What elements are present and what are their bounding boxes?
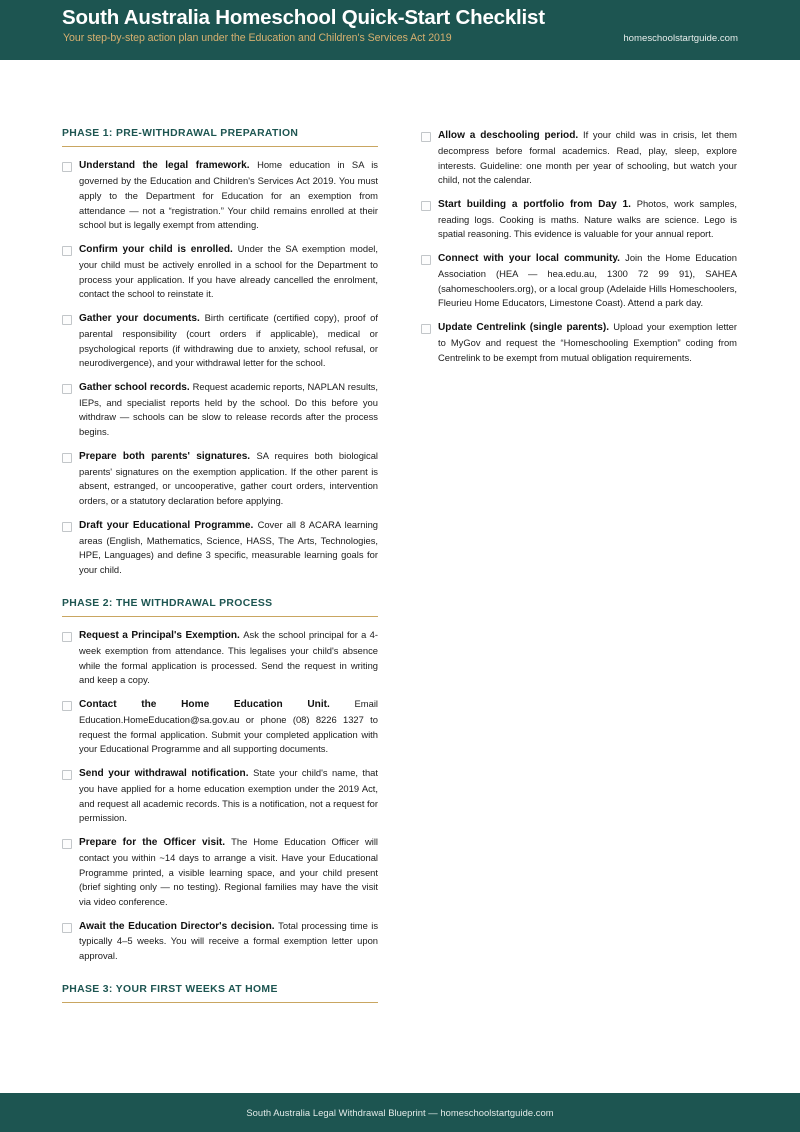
phase-3-checklist: [421, 128, 737, 365]
phase-2-heading: PHASE 2: THE WITHDRAWAL PROCESS: [62, 598, 378, 617]
checkbox-icon[interactable]: [421, 324, 431, 334]
checklist-item[interactable]: [62, 697, 378, 757]
checklist-item-body: Ask the school principal for a 4-week exemption from attendance. This legalises your child's absence while the formal application is processed. Send the request in writing and keep a copy.: [79, 629, 378, 686]
checklist-item-text: [79, 766, 378, 826]
checklist-item-lead: Contact the Home Education Unit.: [79, 699, 330, 711]
checklist-item-body: State your child's name, that you have applied for a home education exemption under the 2019 Act, and request all academic records. This is a notification, not a request for permission.: [79, 767, 378, 824]
checklist-item[interactable]: [62, 242, 378, 302]
checklist-item-text: [438, 197, 737, 242]
checklist-item-lead: Gather school records.: [79, 381, 190, 393]
checklist-item-lead: Prepare both parents' signatures.: [79, 450, 251, 462]
checklist-item-text: [79, 311, 378, 371]
right-column: [421, 128, 737, 1014]
checklist-item[interactable]: [62, 766, 378, 826]
page-header: [0, 0, 800, 60]
checklist-item-lead: Draft your Educational Programme.: [79, 519, 254, 531]
footer-text: South Australia Legal Withdrawal Blueprint — homeschoolstartguide.com: [246, 1107, 554, 1118]
checkbox-icon[interactable]: [62, 522, 72, 532]
checklist-item[interactable]: [62, 158, 378, 233]
checklist-item[interactable]: [62, 518, 378, 578]
checklist-item-body: Cover all 8 ACARA learning areas (English, Mathematics, Science, HASS, The Arts, Technologies, HPE, Languages) and define 3 specific, measurable learning goals for your child.: [79, 518, 378, 576]
checklist-item-lead: Send your withdrawal notification.: [79, 768, 249, 780]
checklist-item-text: [438, 251, 737, 311]
checklist-item-lead: Confirm your child is enrolled.: [79, 244, 233, 256]
checklist-item-body: The Home Education Officer will contact you within ~14 days to arrange a visit. Have your Educational Programme printed, a visible learning space, and your child present (brief sighting only — no testing). Regional families may have the visit via video conference.: [79, 836, 378, 907]
checklist-item-body: Home education in SA is governed by the Education and Children's Services Act 2019. You must apply to the Department for Education for an exemption from attendance — not a “registration.” Your child remains enrolled at their school but is legally exempt from attending.: [79, 159, 378, 231]
checklist-item-lead: Await the Education Director's decision.: [79, 920, 275, 932]
checklist-item[interactable]: [62, 628, 378, 688]
checklist-item-body: Upload your exemption letter to MyGov and request the “Homeschooling Exemption” coding from Centrelink to be exempt from mutual obligation requirements.: [438, 321, 737, 363]
checklist-item-text: [79, 449, 378, 509]
checklist-item-lead: Update Centrelink (single parents).: [438, 322, 610, 334]
checkbox-icon[interactable]: [62, 839, 72, 849]
checkbox-icon[interactable]: [62, 246, 72, 256]
page-title: South Australia Homeschool Quick-Start Checklist: [62, 6, 545, 29]
checklist-item-text: [79, 380, 378, 440]
checklist-item-lead: Start building a portfolio from Day 1.: [438, 198, 631, 210]
checklist-item-text: [79, 242, 378, 302]
checklist-item-body: SA requires both biological parents' signatures on the exemption application. If the other parent is absent, estranged, or uncooperative, gather court orders, intervention orders, or a statutory declaration before applying.: [79, 449, 378, 507]
two-column-layout: [62, 128, 738, 1014]
checklist-item[interactable]: [421, 197, 737, 242]
checklist-item-body: Birth certificate (certified copy), proof of parental responsibility (court orders if applicable), medical or psychological reports (if withdrawing due to anxiety, school refusal, or neurodivergence), and your withdrawal letter for the school.: [79, 312, 378, 369]
checkbox-icon[interactable]: [421, 132, 431, 142]
checklist-item[interactable]: [421, 128, 737, 188]
checklist-item[interactable]: [421, 320, 737, 365]
checklist-item-text: [438, 320, 737, 365]
checkbox-icon[interactable]: [62, 315, 72, 325]
checklist-item[interactable]: [62, 835, 378, 910]
checklist-item-lead: Request a Principal's Exemption.: [79, 630, 240, 642]
checkbox-icon[interactable]: [62, 453, 72, 463]
checklist-item-lead: Connect with your local community.: [438, 253, 620, 265]
checklist-item-text: [79, 835, 378, 910]
checklist-item[interactable]: [421, 251, 737, 311]
checkbox-icon[interactable]: [62, 384, 72, 394]
phase-2-checklist: [62, 628, 378, 964]
checklist-item-lead: Prepare for the Officer visit.: [79, 837, 226, 849]
checklist-item[interactable]: [62, 449, 378, 509]
phase-1-checklist: [62, 158, 378, 577]
phase-3-heading: PHASE 3: YOUR FIRST WEEKS AT HOME: [62, 984, 378, 1003]
checklist-item-text: [79, 158, 378, 233]
header-inner: [62, 0, 738, 60]
checklist-item-text: [79, 628, 378, 688]
checklist-item-lead: Allow a deschooling period.: [438, 130, 579, 141]
checklist-item-text: [438, 128, 737, 188]
page-subtitle: Your step-by-step action plan under the Education and Children's Services Act 2019: [63, 32, 452, 44]
page-body: [0, 60, 800, 1093]
checklist-item-body: Request academic reports, NAPLAN results, IEPs, and specialist reports held by the school. Do this before you withdraw — schools can be slow to release records after the process begins.: [79, 380, 378, 438]
checkbox-icon[interactable]: [62, 923, 72, 933]
checklist-item-body: Photos, work samples, reading logs. Cooking is maths. Nature walks are science. Lego is spatial reasoning. This evidence is valuable for your annual report.: [438, 197, 737, 240]
checklist-item[interactable]: [62, 380, 378, 440]
checklist-item-body: Total processing time is typically 4–5 weeks. You will receive a formal exemption letter upon approval.: [79, 919, 379, 962]
checkbox-icon[interactable]: [62, 701, 72, 711]
checklist-item[interactable]: [62, 919, 378, 964]
checklist-item-text: [79, 919, 378, 964]
checkbox-icon[interactable]: [421, 201, 431, 211]
checklist-item-body: Email Education.HomeEducation@sa.gov.au or phone (08) 8226 1327 to request the formal application. Submit your completed application with your Educational Programme and all supporting documents.: [79, 698, 378, 755]
checkbox-icon[interactable]: [62, 162, 72, 172]
page-footer: [0, 1093, 800, 1132]
checklist-item-lead: Gather your documents.: [79, 313, 200, 325]
checklist-item-body: If your child was in crisis, let them decompress before formal academics. Read, play, sleep, explore interests. Guideline: one month per year of schooling, but watch your child, not the calendar.: [438, 129, 737, 186]
checkbox-icon[interactable]: [421, 255, 431, 265]
checklist-item-body: Join the Home Education Association (HEA — hea.edu.au, 1300 72 99 91), SAHEA (sahomeschoolers.org), or a local group (Adelaide Hills Homeschoolers, Fleurieu Home Educators, Limestone Coast). Attend a park day.: [438, 252, 737, 309]
checkbox-icon[interactable]: [62, 770, 72, 780]
site-url: homeschoolstartguide.com: [623, 33, 738, 44]
checklist-item-text: [79, 518, 378, 578]
phase-1-heading: PHASE 1: PRE-WITHDRAWAL PREPARATION: [62, 128, 378, 147]
checklist-item-lead: Understand the legal framework.: [79, 160, 250, 172]
left-column: [62, 128, 378, 1014]
checklist-item-text: [79, 697, 378, 757]
checkbox-icon[interactable]: [62, 632, 72, 642]
checklist-item-body: Under the SA exemption model, your child must be actively enrolled in a school for the Department to process your application. If you have already cancelled the enrolment, contact the school to reinstate it.: [79, 243, 378, 300]
checklist-item[interactable]: [62, 311, 378, 371]
